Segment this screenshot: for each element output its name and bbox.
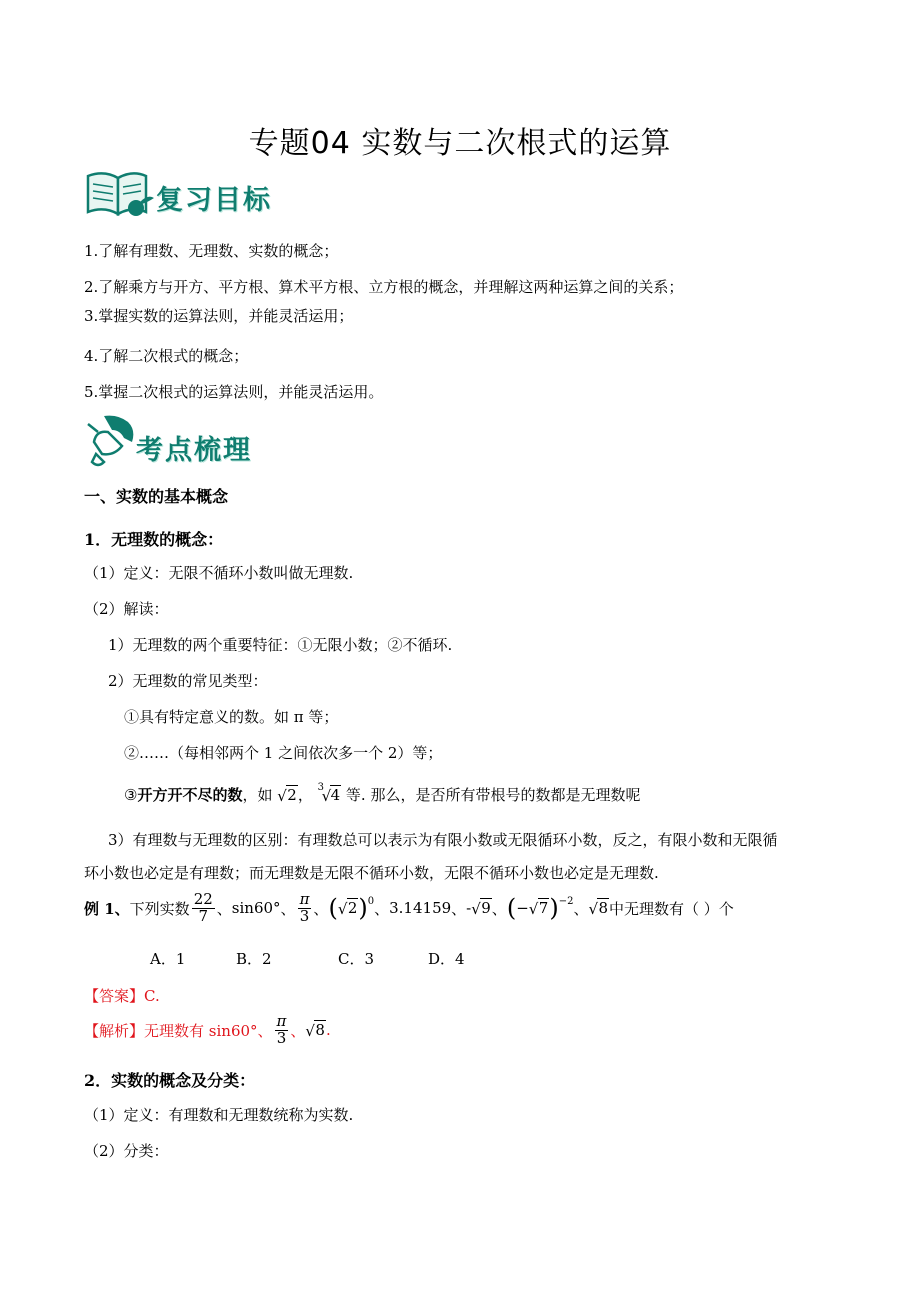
classification-label: （2）分类： (84, 1142, 169, 1160)
option-c: C．3 (338, 950, 375, 968)
book-icon (84, 168, 156, 220)
analysis-fraction-pi-3: $\frac{\pi}{3}$ (276, 1012, 287, 1047)
answer-value: C. (144, 987, 160, 1005)
irrational-definition: （1）定义：无限不循环小数叫做无理数. (84, 564, 354, 582)
type-3-number: ③ (124, 786, 138, 804)
interpretation-label: （2）解读： (84, 600, 169, 618)
key-points-label: 考点梳理 (136, 435, 252, 466)
sqrt-2-power: √ 2 (337, 899, 358, 919)
sqrt-7: √ 7 (528, 899, 549, 919)
example-1-label: 例 1、 (84, 899, 130, 918)
fraction-pi-3: $\frac{\pi}{3}$ (299, 890, 310, 925)
point-1: 1）无理数的两个重要特征：①无限小数；②不循环. (108, 636, 453, 654)
option-d: D．4 (428, 950, 465, 968)
type-1: ①具有特定意义的数。如 π 等； (124, 708, 339, 726)
real-definition: （1）定义：有理数和无理数统称为实数. (84, 1106, 354, 1124)
example-1: 例 1、 下列实数 $\frac{22}{7}$ 、 sin60° 、 $\frac{\pi}{3}$ 、 ( √ 2 ) $^0$ 、 3.14159 、 - √ 9 、 ( − √ 7 ) $^{-2}$ 、 √ 8 中无理数有（ ）个 (84, 890, 734, 925)
sqrt-2: √ 2 (277, 786, 297, 805)
subheading-irrational: 1．无理数的概念： (84, 530, 224, 549)
type-3-bold: 开方开不尽的数 (137, 786, 243, 804)
sqrt-9: √ 9 (471, 899, 491, 919)
answer-label: 【答案】 (84, 987, 145, 1005)
point-3-line-1: 3）有理数与无理数的区别：有理数总可以表示为有限小数或无限循环小数，反之，有限小数和无限循 (108, 831, 778, 849)
type-2: ②……（每相邻两个 1 之间依次多一个 2）等； (124, 744, 443, 762)
option-b: B．2 (236, 950, 272, 968)
answer (84, 985, 160, 1006)
bell-icon (84, 412, 144, 472)
subheading-real-numbers: 2．实数的概念及分类： (84, 1071, 256, 1090)
analysis-sqrt-8: √ 8 (305, 1021, 325, 1041)
goal-5: 5.掌握二次根式的运算法则，并能灵活运用。 (84, 383, 384, 401)
sqrt-8: √ 8 (588, 899, 608, 919)
review-goals-banner (84, 168, 284, 222)
point-2: 2）无理数的常见类型： (108, 672, 268, 690)
goal-4: 4.了解二次根式的概念； (84, 347, 249, 365)
cube-root-4: 3 √ 4 (317, 782, 341, 805)
goal-3: 3.掌握实数的运算法则，并能灵活运用； (84, 307, 354, 325)
page-title: 专题04 实数与二次根式的运算 (248, 126, 672, 161)
type-3-mid: ，如 (242, 786, 273, 804)
analysis: 【解析】 无理数有 sin60°、 $\frac{\pi}{3}$ 、 √ 8 . (84, 1012, 331, 1047)
review-goals-label: 复习目标 (156, 185, 272, 216)
analysis-label: 【解析】 (84, 1021, 145, 1040)
section-heading-1: 一、实数的基本概念 (84, 487, 229, 506)
option-a: A．1 (150, 950, 186, 968)
goal-2: 2.了解乘方与开方、平方根、算术平方根、立方根的概念，并理解这两种运算之间的关系； (84, 278, 684, 296)
type-3-suffix: 等. 那么，是否所有带根号的数都是无理数呢 (345, 786, 641, 804)
type-3: ③开方开不尽的数，如 √ 2， 3 √ 4 等. 那么，是否所有带根号的数都是无理数呢 (124, 782, 641, 805)
goal-1: 1.了解有理数、无理数、实数的概念； (84, 242, 339, 260)
point-3-line-2: 环小数也必定是有理数；而无理数是无限不循环小数，无限不循环小数也必定是无理数. (84, 864, 659, 882)
fraction-22-7: $\frac{22}{7}$ (193, 890, 213, 925)
key-points-banner (84, 412, 284, 466)
